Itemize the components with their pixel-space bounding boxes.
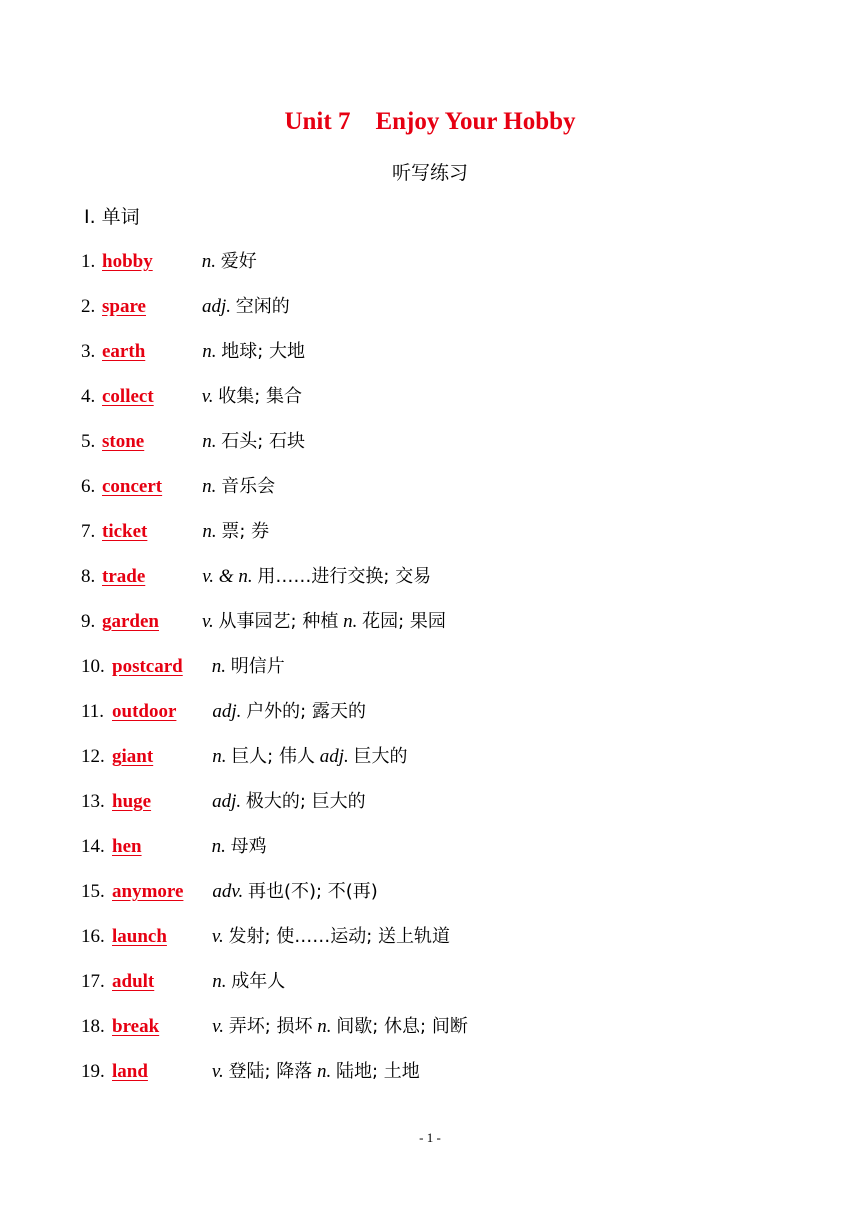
vocab-word: adult [112, 971, 155, 992]
vocab-number: 19. [81, 1061, 105, 1082]
vocab-item [81, 425, 468, 470]
vocab-number: 8. [81, 566, 96, 587]
vocab-definitions [212, 656, 285, 677]
vocab-definitions [212, 1016, 468, 1037]
vocab-definitions [212, 1061, 420, 1082]
vocab-word: huge [112, 791, 152, 812]
meaning: 音乐会 [221, 476, 276, 497]
vocab-number: 6. [81, 476, 96, 497]
meaning: 户外的; 露天的 [246, 701, 366, 722]
vocab-list [81, 245, 468, 1100]
vocab-word: outdoor [112, 701, 177, 722]
vocab-word: launch [112, 926, 167, 947]
page-title: Unit 7 Enjoy Your Hobby [284, 108, 576, 135]
vocab-number: 17. [81, 971, 105, 992]
part-of-speech: n. [317, 1016, 332, 1037]
vocab-definitions [202, 611, 446, 632]
meaning: 爱好 [220, 251, 257, 272]
vocab-number: 3. [81, 341, 96, 362]
vocab-definitions [202, 566, 431, 587]
vocab-item [81, 560, 468, 605]
vocab-definitions [202, 251, 257, 272]
part-of-speech: adj. [319, 746, 349, 767]
meaning: 成年人 [231, 971, 286, 992]
meaning: 巨大的 [353, 746, 408, 767]
vocab-item [81, 380, 468, 425]
vocab-definitions [202, 341, 305, 362]
vocab-item [81, 965, 468, 1010]
vocab-number: 14. [81, 836, 105, 857]
vocab-word: trade [102, 566, 146, 587]
vocab-number: 16. [81, 926, 105, 947]
meaning: 再也(不); 不(再) [247, 881, 378, 902]
meaning: 空闲的 [235, 296, 290, 317]
vocab-item [81, 650, 468, 695]
vocab-definitions [202, 296, 290, 317]
vocab-number: 9. [81, 611, 96, 632]
vocab-definitions [212, 971, 285, 992]
vocab-word: giant [112, 746, 154, 767]
vocab-definitions [212, 791, 366, 812]
part-of-speech: n. [212, 746, 227, 767]
part-of-speech: adj. [212, 701, 242, 722]
meaning: 收集; 集合 [218, 386, 303, 407]
meaning: 石头; 石块 [221, 431, 306, 452]
vocab-number: 12. [81, 746, 105, 767]
vocab-number: 1. [81, 251, 96, 272]
meaning: 弄坏; 损坏 [228, 1016, 313, 1037]
vocab-number: 15. [81, 881, 105, 902]
vocab-number: 7. [81, 521, 96, 542]
meaning: 地球; 大地 [221, 341, 306, 362]
vocab-word: stone [102, 431, 145, 452]
vocab-word: break [112, 1016, 160, 1037]
part-of-speech: adv. [212, 881, 244, 902]
vocab-item [81, 875, 468, 920]
vocab-number: 10. [81, 656, 105, 677]
vocab-number: 2. [81, 296, 96, 317]
part-of-speech: n. [201, 251, 216, 272]
vocab-item [81, 1010, 468, 1055]
part-of-speech: adj. [201, 296, 232, 317]
vocab-definitions [212, 926, 450, 947]
part-of-speech: n. [211, 836, 226, 857]
vocab-item [81, 290, 468, 335]
meaning: 登陆; 降落 [228, 1061, 313, 1082]
vocab-item [81, 605, 468, 650]
meaning: 间歇; 休息; 间断 [336, 1016, 468, 1037]
vocab-word: hen [112, 836, 142, 857]
section-heading: Ⅰ. 单词 [84, 206, 140, 228]
vocab-word: postcard [112, 656, 183, 677]
vocab-word: hobby [102, 251, 153, 272]
part-of-speech: v. [211, 1061, 224, 1082]
part-of-speech: v. [211, 926, 224, 947]
vocab-definitions [202, 386, 302, 407]
meaning: 极大的; 巨大的 [245, 791, 366, 812]
part-of-speech: n. [317, 1061, 332, 1082]
vocab-definitions [202, 476, 275, 497]
vocab-item [81, 335, 468, 380]
part-of-speech: adj. [212, 791, 242, 812]
vocab-definitions [202, 521, 269, 542]
vocab-number: 11. [81, 701, 105, 722]
meaning: 花园; 果园 [362, 611, 446, 632]
vocab-item [81, 695, 468, 740]
vocab-item [81, 785, 468, 830]
part-of-speech: n. [202, 476, 217, 497]
part-of-speech: v. [212, 1016, 224, 1037]
part-of-speech: n. [211, 656, 226, 677]
meaning: 明信片 [230, 656, 285, 677]
vocab-item [81, 515, 468, 560]
part-of-speech: n. [202, 341, 217, 362]
meaning: 母鸡 [230, 836, 267, 857]
vocab-item [81, 920, 468, 965]
vocab-number: 5. [81, 431, 96, 452]
part-of-speech: n. [343, 611, 358, 632]
meaning: 陆地; 土地 [336, 1061, 420, 1082]
meaning: 巨人; 伟人 [231, 746, 315, 767]
meaning: 票; 券 [221, 521, 270, 542]
vocab-word: concert [102, 476, 163, 497]
vocab-word: collect [102, 386, 154, 407]
part-of-speech: v. & n. [202, 566, 253, 587]
vocab-word: garden [102, 611, 159, 632]
vocab-number: 13. [81, 791, 105, 812]
part-of-speech: n. [212, 971, 227, 992]
vocab-number: 18. [81, 1016, 105, 1037]
vocab-definitions [212, 836, 267, 857]
vocab-definitions [212, 881, 377, 902]
page-subtitle: 听写练习 [391, 162, 468, 184]
vocab-word: anymore [112, 881, 184, 902]
vocab-definitions [212, 701, 366, 722]
meaning: 从事园艺; 种植 [218, 611, 339, 632]
vocab-definitions [202, 431, 305, 452]
vocab-word: earth [102, 341, 146, 362]
vocab-item [81, 1055, 468, 1100]
vocab-number: 4. [81, 386, 96, 407]
vocab-word: ticket [102, 521, 148, 542]
part-of-speech: n. [202, 521, 217, 542]
page-number: - 1 - [419, 1130, 441, 1145]
vocab-item [81, 740, 468, 785]
vocab-word: land [112, 1061, 148, 1082]
vocab-word: spare [102, 296, 146, 317]
meaning: 用……进行交换; 交易 [257, 566, 432, 587]
part-of-speech: v. [202, 611, 214, 632]
part-of-speech: v. [201, 386, 214, 407]
part-of-speech: n. [202, 431, 217, 452]
meaning: 发射; 使……运动; 送上轨道 [228, 926, 451, 947]
vocab-item [81, 470, 468, 515]
vocab-item [81, 830, 468, 875]
vocab-definitions [212, 746, 407, 767]
vocab-item [81, 245, 468, 290]
